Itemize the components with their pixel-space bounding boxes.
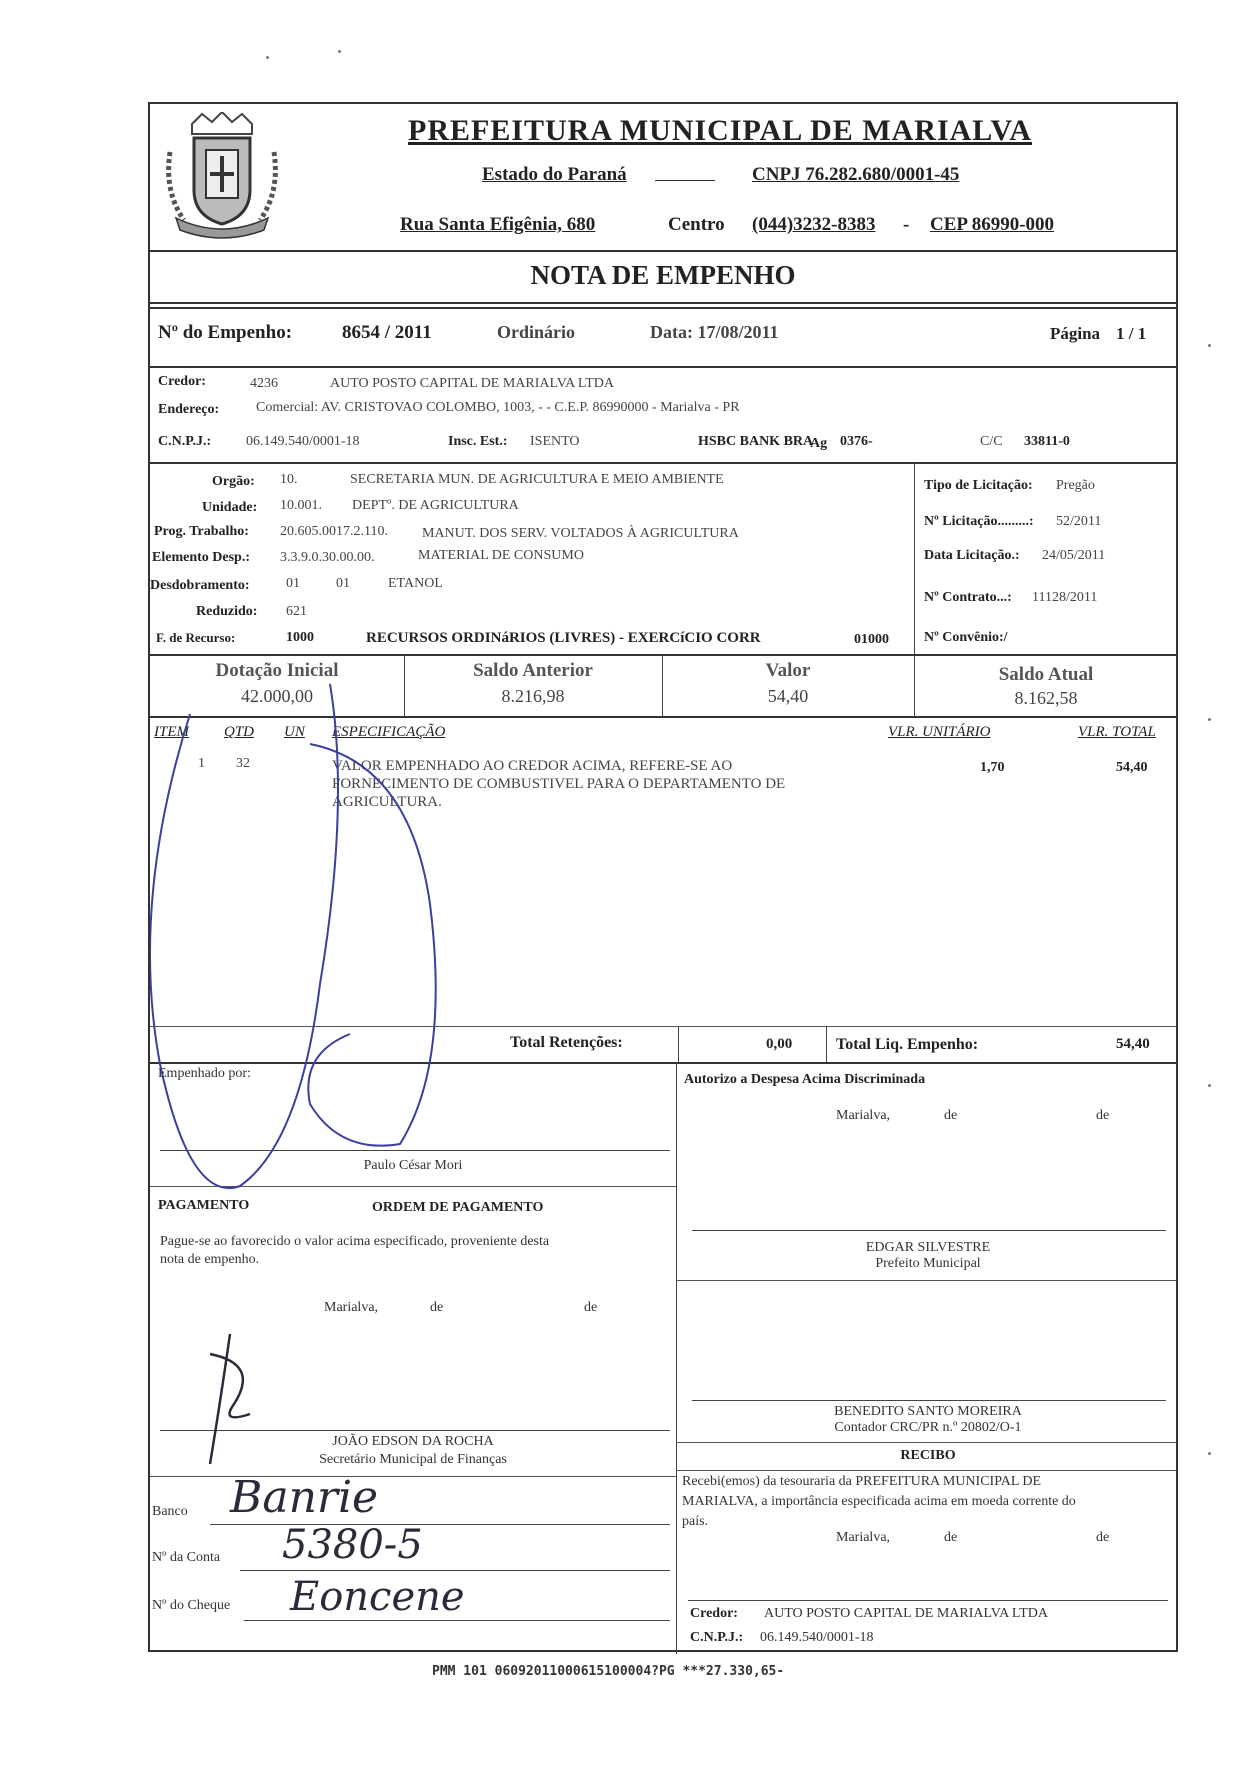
total-retencoes-label: Total Retenções:: [510, 1034, 623, 1051]
item-qtd: 32: [236, 756, 250, 771]
empenhado-por-label: Empenhado por:: [158, 1066, 251, 1081]
cnpj-label: CNPJ 76.282.680/0001-45: [752, 164, 960, 185]
elemento-code: 3.3.9.0.30.00.00.: [280, 550, 375, 565]
valor-value: 54,40: [767, 686, 809, 706]
item-spec-line: VALOR EMPENHADO AO CREDOR ACIMA, REFERE-SE AO: [332, 758, 733, 774]
unidade-value: DEPTº. DE AGRICULTURA: [352, 498, 519, 513]
handwritten-banco: Banrie: [230, 1472, 379, 1523]
city-label: Marialva,: [324, 1300, 379, 1315]
speck: [1208, 344, 1211, 347]
numero-licitacao-value: 52/2011: [1056, 514, 1102, 529]
convenio-label: Nº Convênio:/: [924, 630, 1008, 645]
item-unit-price: 1,70: [980, 760, 1005, 775]
empenhado-por-name: Paulo César Mori: [363, 1158, 463, 1173]
footer-code: PMM 101 06092011000615100004?PG ***27.330,65-: [432, 1664, 785, 1679]
item-spec-line: AGRICULTURA.: [332, 794, 442, 810]
recibo-text: país.: [682, 1514, 709, 1529]
item-spec-line: FORNECIMENTO DE COMBUSTIVEL PARA O DEPARTAMENTO DE: [332, 776, 786, 792]
orgao-label: Orgão:: [212, 474, 255, 489]
secretario-name: JOÃO EDSON DA ROCHA: [332, 1434, 494, 1449]
dotacao-value: 42.000,00: [241, 686, 313, 706]
speck: [1208, 718, 1211, 721]
speck: [338, 50, 341, 53]
total-retencoes-value: 0,00: [766, 1036, 793, 1052]
prog-code: 20.605.0017.2.110.: [280, 524, 388, 539]
pagamento-label: PAGAMENTO: [158, 1198, 250, 1213]
page-number-label: Página: [1050, 324, 1101, 343]
total-liquido-value: 54,40: [1116, 1036, 1150, 1052]
credor-label: Credor:: [158, 374, 206, 389]
recibo-text: Recebi(emos) da tesouraria da PREFEITURA MUNICIPAL DE: [682, 1474, 1042, 1489]
prefeito-name: EDGAR SILVESTRE: [865, 1240, 991, 1255]
dotacao-label: Dotação Inicial: [215, 660, 339, 681]
elemento-value: MATERIAL DE CONSUMO: [418, 548, 584, 563]
empenho-type: Ordinário: [497, 322, 576, 342]
conta-label: Nº da Conta: [152, 1550, 221, 1565]
speck: [266, 56, 269, 59]
credor-code: 4236: [250, 376, 278, 391]
bank-name: HSBC BANK BRA: [698, 434, 814, 449]
data-licitacao-value: 24/05/2011: [1042, 548, 1106, 563]
data-licitacao-label: Data Licitação.:: [924, 548, 1020, 563]
recibo-credor-label: Credor:: [690, 1606, 738, 1621]
recurso-label: F. de Recurso:: [156, 630, 236, 645]
item-number: 1: [198, 756, 205, 771]
total-column-header: VLR. TOTAL: [1078, 724, 1156, 740]
handwritten-conta: 5380-5: [282, 1522, 423, 1568]
recibo-cnpj-label: C.N.P.J.:: [690, 1630, 744, 1645]
recibo-cnpj-value: 06.149.540/0001-18: [760, 1630, 874, 1645]
contador-name: BENEDITO SANTO MOREIRA: [834, 1404, 1022, 1419]
recurso-number: 01000: [854, 632, 889, 647]
item-total: 54,40: [1116, 760, 1148, 775]
tipo-licitacao-value: Pregão: [1056, 478, 1095, 493]
account-value: 33811-0: [1024, 434, 1070, 449]
address-label: Rua Santa Efigênia, 680: [400, 214, 596, 235]
saldo-atual-value: 8.162,58: [1014, 688, 1078, 708]
recibo-label: RECIBO: [900, 1448, 956, 1463]
account-label: C/C: [980, 434, 1003, 449]
empenho-number: 8654 / 2011: [342, 322, 432, 343]
recibo-text: MARIALVA, a importância especificada acima em moeda corrente do: [682, 1494, 1076, 1509]
recibo-credor-name: AUTO POSTO CAPITAL DE MARIALVA LTDA: [764, 1606, 1048, 1621]
spec-column-header: ESPECIFICAÇÃO: [332, 724, 446, 740]
orgao-code: 10.: [280, 472, 298, 487]
tipo-licitacao-label: Tipo de Licitação:: [924, 478, 1033, 493]
secretario-title: Secretário Municipal de Finanças: [319, 1452, 507, 1467]
state-label: Estado do Paraná: [482, 164, 627, 185]
numero-licitacao-label: Nº Licitação.........:: [924, 514, 1034, 529]
unit-price-column-header: VLR. UNITÁRIO: [888, 724, 991, 740]
district-label: Centro: [668, 214, 725, 235]
date-de-label: de: [1096, 1108, 1110, 1123]
contrato-value: 11128/2011: [1032, 590, 1098, 605]
phone-label: (044)3232-8383: [752, 214, 876, 235]
city-label: Marialva,: [836, 1530, 891, 1545]
saldo-anterior-label: Saldo Anterior: [473, 660, 593, 681]
banco-label: Banco: [152, 1504, 188, 1519]
date-de-label: de: [430, 1300, 444, 1315]
desdobramento-a: 01: [286, 576, 300, 591]
total-liquido-label: Total Liq. Empenho:: [836, 1036, 979, 1053]
empenho-date: Data: 17/08/2011: [650, 322, 779, 342]
desdobramento-label: Desdobramento:: [150, 578, 250, 593]
elemento-label: Elemento Desp.:: [152, 550, 250, 565]
ordem-pagamento-label: ORDEM DE PAGAMENTO: [372, 1200, 544, 1215]
agency-value: 0376-: [840, 434, 873, 449]
date-de-label: de: [1096, 1530, 1110, 1545]
credor-name: AUTO POSTO CAPITAL DE MARIALVA LTDA: [330, 376, 614, 391]
endereco-label: Endereço:: [158, 402, 220, 417]
handwritten-cheque: Eoncene: [290, 1574, 465, 1620]
speck: [1208, 1452, 1211, 1455]
unidade-code: 10.001.: [280, 498, 322, 513]
speck: [1208, 1084, 1211, 1087]
pen-signature-marks: [150, 104, 1180, 1654]
date-de-label: de: [584, 1300, 598, 1315]
prog-label: Prog. Trabalho:: [154, 524, 249, 539]
pague-text: nota de empenho.: [160, 1252, 260, 1267]
empenho-number-label: Nº do Empenho:: [158, 322, 293, 343]
item-column-header: ITEM: [154, 724, 189, 740]
prefeito-title: Prefeito Municipal: [875, 1256, 981, 1271]
city-label: Marialva,: [836, 1108, 891, 1123]
recurso-code: 1000: [286, 630, 314, 645]
qtd-column-header: QTD: [224, 724, 255, 740]
reduzido-label: Reduzido:: [196, 604, 258, 619]
contador-title: Contador CRC/PR n.º 20802/O-1: [834, 1420, 1022, 1435]
page-title: PREFEITURA MUNICIPAL DE MARIALVA: [408, 114, 1033, 147]
date-de-label: de: [944, 1108, 958, 1123]
nota-de-empenho-form: [148, 102, 1178, 1652]
reduzido-value: 621: [286, 604, 307, 619]
page-number: 1 / 1: [1116, 324, 1147, 343]
recurso-value: RECURSOS ORDINáRIOS (LIVRES) - EXERCíCIO CORR: [366, 630, 761, 646]
autorizo-label: Autorizo a Despesa Acima Discriminada: [684, 1072, 926, 1087]
orgao-value: SECRETARIA MUN. DE AGRICULTURA E MEIO AMBIENTE: [350, 472, 724, 487]
desdobramento-value: ETANOL: [388, 576, 443, 591]
cnpj-label: C.N.P.J.:: [158, 434, 212, 449]
saldo-atual-label: Saldo Atual: [998, 664, 1094, 685]
agency-label: Ag: [810, 436, 828, 451]
endereco-value: Comercial: AV. CRISTOVAO COLOMBO, 1003, - - C.E.P. 86990000 - Marialva - PR: [256, 400, 740, 415]
prog-value: MANUT. DOS SERV. VOLTADOS À AGRICULTURA: [422, 526, 739, 541]
date-de-label: de: [944, 1530, 958, 1545]
pague-text: Pague-se ao favorecido o valor acima especificado, proveniente desta: [160, 1234, 550, 1249]
unidade-label: Unidade:: [202, 500, 258, 515]
un-column-header: UN: [284, 724, 305, 740]
cnpj-value: 06.149.540/0001-18: [246, 434, 360, 449]
valor-label: Valor: [765, 660, 811, 681]
separator: -: [903, 214, 910, 235]
cheque-label: Nº do Cheque: [152, 1598, 231, 1613]
insc-label: Insc. Est.:: [448, 434, 508, 449]
cep-label: CEP 86990-000: [930, 214, 1055, 235]
document-title: NOTA DE EMPENHO: [530, 260, 796, 290]
desdobramento-b: 01: [336, 576, 350, 591]
insc-value: ISENTO: [530, 434, 580, 449]
contrato-label: Nº Contrato...:: [924, 590, 1012, 605]
saldo-anterior-value: 8.216,98: [501, 686, 565, 706]
